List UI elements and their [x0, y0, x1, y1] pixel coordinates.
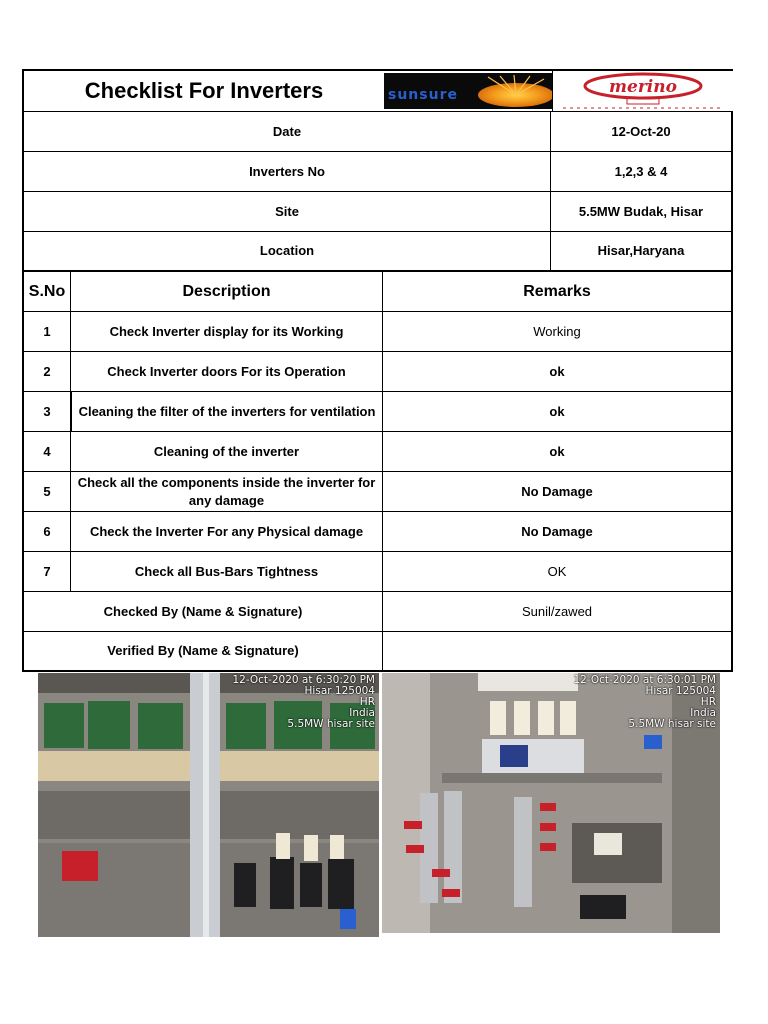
item-description: Check Inverter doors For its Operation	[70, 352, 382, 391]
item-remark: No Damage	[382, 472, 731, 511]
title-row	[24, 71, 731, 112]
item-sno: 1	[43, 323, 51, 339]
stamp-line: Hisar 125004	[645, 685, 716, 697]
info-value: 5.5MW Budak, Hisar	[550, 192, 731, 231]
item-remark: ok	[382, 432, 731, 471]
item-sno: 6	[43, 523, 51, 539]
item-remark: No Damage	[382, 512, 731, 551]
photo-timestamp	[573, 675, 716, 730]
page-title: Checklist For Inverters	[84, 78, 324, 104]
verified-by-row	[24, 632, 731, 670]
column-sno: S.No	[28, 282, 66, 300]
item-description: Check all the components inside the inverter for any damage	[70, 472, 382, 511]
info-value: 12-Oct-20	[550, 112, 731, 151]
checklist-sheet	[22, 69, 733, 672]
item-description: Check all Bus-Bars Tightness	[70, 552, 382, 591]
stamp-line: HR	[359, 696, 375, 708]
info-label: Site	[275, 203, 299, 219]
checked-by-value: Sunil/zawed	[382, 592, 731, 631]
info-row-location	[24, 232, 731, 272]
table-row	[24, 472, 731, 512]
item-remark: OK	[382, 552, 731, 591]
column-remarks: Remarks	[382, 272, 731, 311]
item-description: Check the Inverter For any Physical damage	[70, 512, 382, 551]
sunsure-logo	[384, 73, 552, 109]
checked-by-row	[24, 592, 731, 632]
table-header	[24, 272, 731, 312]
item-sno: 3	[43, 403, 51, 419]
stamp-line: HR	[700, 696, 716, 708]
stamp-line: 12-Oct-2020 at 6:30:20 PM	[232, 674, 375, 686]
item-sno: 2	[43, 363, 51, 379]
stamp-line: Hisar 125004	[304, 685, 375, 697]
info-row-date	[24, 112, 731, 152]
stamp-line: 5.5MW hisar site	[628, 718, 716, 730]
table-row	[24, 512, 731, 552]
item-remark: Working	[382, 312, 731, 351]
info-value: Hisar,Haryana	[550, 232, 731, 270]
merino-logo	[552, 71, 733, 111]
item-sno: 7	[43, 563, 51, 579]
info-row-inverters	[24, 152, 731, 192]
svg-text:merino: merino	[609, 77, 677, 97]
item-sno: 4	[43, 443, 51, 459]
inverter-photo-right	[382, 673, 720, 933]
stamp-line: 12-Oct-2020 at 6:30:01 PM	[573, 674, 716, 686]
item-remark: ok	[382, 392, 731, 431]
stamp-line: India	[690, 707, 716, 719]
info-label: Inverters No	[249, 163, 325, 179]
info-value: 1,2,3 & 4	[550, 152, 731, 191]
stamp-line: 5.5MW hisar site	[287, 718, 375, 730]
table-row	[24, 352, 731, 392]
info-row-site	[24, 192, 731, 232]
item-sno: 5	[43, 483, 51, 499]
verified-by-value	[382, 632, 731, 670]
column-description: Description	[70, 272, 382, 311]
photo-timestamp	[232, 675, 375, 730]
table-row	[24, 552, 731, 592]
info-label: Location	[259, 243, 315, 259]
item-description: Cleaning of the inverter	[70, 432, 382, 471]
item-description: Cleaning the filter of the inverters for ventilation	[70, 392, 382, 431]
stamp-line: India	[349, 707, 375, 719]
inverter-photo-left	[38, 673, 379, 937]
item-remark: ok	[382, 352, 731, 391]
checked-by-label: Checked By (Name & Signature)	[103, 603, 303, 619]
table-row	[24, 392, 731, 432]
svg-text:sunsure: sunsure	[388, 87, 458, 103]
info-label: Date	[272, 123, 302, 139]
item-description: Check Inverter display for its Working	[70, 312, 382, 351]
table-row	[24, 432, 731, 472]
verified-by-label: Verified By (Name & Signature)	[107, 643, 299, 659]
table-row	[24, 312, 731, 352]
